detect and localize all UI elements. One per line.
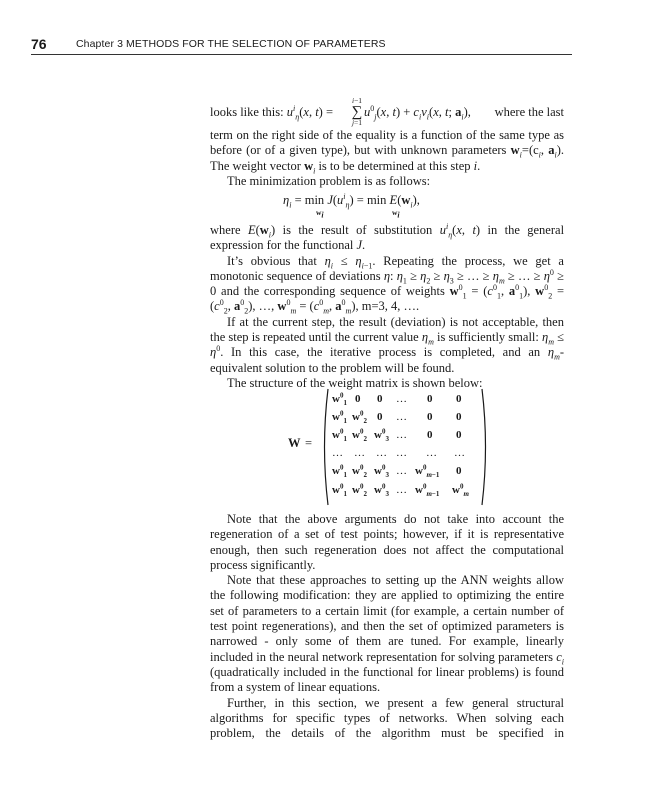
paragraph-3: where $E(w_i)$ is the result of substitution $u^i_\eta(x$, t) in the general expression for the functional J. It’s obvious that $\eta_i \le \eta_{i-1}$. Repeating the process, we get a monotonic sequence of deviations η: $\eta_1 \ge \eta_2 \ge \eta_3$ ≥ … ≥ $\eta_m$ ≥ … ≥ $\eta^0 \ge 0$ and the corresponding sequence of weights $w^0_1 = (c^0_1$, $a^0_1$), $w^0_2 = (c^0_2$, $a^0_2$), …, $w^0_m = (c^0_m$, $a^0_m$), m=3, 4, …. If at the current step, the result (deviation) is not acceptable, then the step is repeated until the current value $\eta_m$ is sufficiently small: $\eta_m \le \eta^0$. In this case, the iterative process is completed, and an $\eta_m$-equivalent solution to the problem will be found. The structure of the weight matrix is shown below:	[210, 221, 565, 390]
p7: Note that the above arguments do not take into account the regeneration of a set of test points; however, if it is representative enough, then such regeneration does not affect the computational process significantly.	[210, 512, 564, 572]
p1-after-w: =(c	[521, 143, 539, 158]
eq1-lead-text: looks like this:	[210, 105, 284, 119]
p8-b: (quadratically included in the functional for linear problems) is found from a system of linear equations.	[210, 664, 564, 695]
sum-sign: i−1 ∑ j=1	[351, 96, 363, 127]
p8: Note that these approaches to setting up the ANN weights allow the following modification: they are applied to optimizing the entire set of parameters to a certain limit (for example, a certain number of test point regenerations), and then the set of optimized parameters is narrowed - only some of them are tuned. For example, linearly included in the neural network representation for solving parameters	[210, 573, 564, 664]
p4-b: . Repeating the process, we get a monotonic sequence of deviations	[210, 253, 564, 283]
running-title: Chapter 3 METHODS FOR THE SELECTION OF PARAMETERS	[76, 38, 386, 50]
weight-matrix: W = $w^0_1$ 0 0 … 0 0 $w^0_1$ $w^0_2$ 0 … 0 0 $w^0_1$ $w^0_2$ $w^0_3$ … 0 0 … … … … … … $w^0_1$ $w^0_2$ $w^0_3$ … $w^0_{m-1}$ 0 $w^0_1$ $w^0_2$ $w^0_3$ … $w^0_{m-1}$ $w^0_m$	[288, 387, 488, 507]
p4-c: and the corresponding sequence of weights	[221, 284, 445, 299]
running-header	[31, 36, 571, 54]
p1-text: term on the right side of the equality is a function of the same type as before (or of a given type), but with unknown parameters	[210, 128, 564, 158]
p6: The structure of the weight matrix is shown below:	[227, 375, 483, 390]
p4-a: It’s obvious that	[227, 253, 317, 268]
equation-sum	[210, 97, 564, 129]
header-rule	[31, 54, 572, 55]
p3-general: in the general expression for the functional	[210, 223, 565, 253]
p1-determined: is to be determined at this step	[318, 158, 471, 173]
matrix-equals: =	[305, 436, 313, 450]
p2: The minimization problem is as follows:	[227, 173, 431, 188]
p4-d: m=3, 4, ….	[361, 299, 420, 314]
eq1-lead: looks like this: $u^i_\eta(x$, t) =	[210, 103, 334, 122]
p5-b: is sufficiently small:	[436, 330, 539, 345]
equation-min: $\eta_i = \min J(u^i_\eta) = \min E(w_i)$, $w_i$ $w_i$	[283, 191, 420, 220]
p3-is-result: is the result of substitution	[282, 223, 433, 237]
p5-a: If at the current step, the result (deviation) is not acceptable, then the step is repeated until the current value	[210, 314, 564, 345]
p5-c: . In this case, the iterative process is completed, and an	[220, 345, 541, 360]
eq1-tail: where the last	[494, 105, 564, 119]
p1-weight-sentence: . The weight vector	[210, 143, 564, 173]
page-number: 76	[31, 36, 47, 52]
p5-d: -equivalent solution to the problem will be found.	[210, 345, 565, 375]
paragraph-1: term on the right side of the equality is a function of the same type as before (or of a given type), but with unknown parameters $w_i=(c_i$, $a_i$). The weight vector $w_i$ is to be determined at this step i. The minimization problem is as follows:	[210, 128, 564, 188]
p1-w: w	[510, 143, 520, 158]
eq1-rest: $u^0_j(x$, $t) + c_iv_i(x$, t; $a_i$),	[364, 103, 471, 122]
p3-where: where	[210, 223, 241, 237]
paragraph-lower: Note that the above arguments do not take into account the regeneration of a set of test points; however, if it is representative enough, then such regeneration does not affect the computational process significantly. Note that these approaches to setting up the ANN weights allow the following modification: they are applied to optimizing the entire set of parameters to a certain limit (for example, a certain number of test point regenerations), and then the set of optimized parameters is narrowed - only some of them are tuned. For example, linearly included in the neural network representation for solving parameters $c_i$ (quadratically included in the functional for linear problems) is found from a system of linear equations. Further, in this section, we present a few general structural algorithms for specific types of networks. When solving each problem, the details of the algorithm must be specified in	[210, 512, 564, 741]
p9: Further, in this section, we present a few general structural algorithms for specific types of networks. When solving each problem, the details of the algorithm must be specified in	[210, 695, 564, 741]
matrix-label: W	[288, 436, 301, 450]
